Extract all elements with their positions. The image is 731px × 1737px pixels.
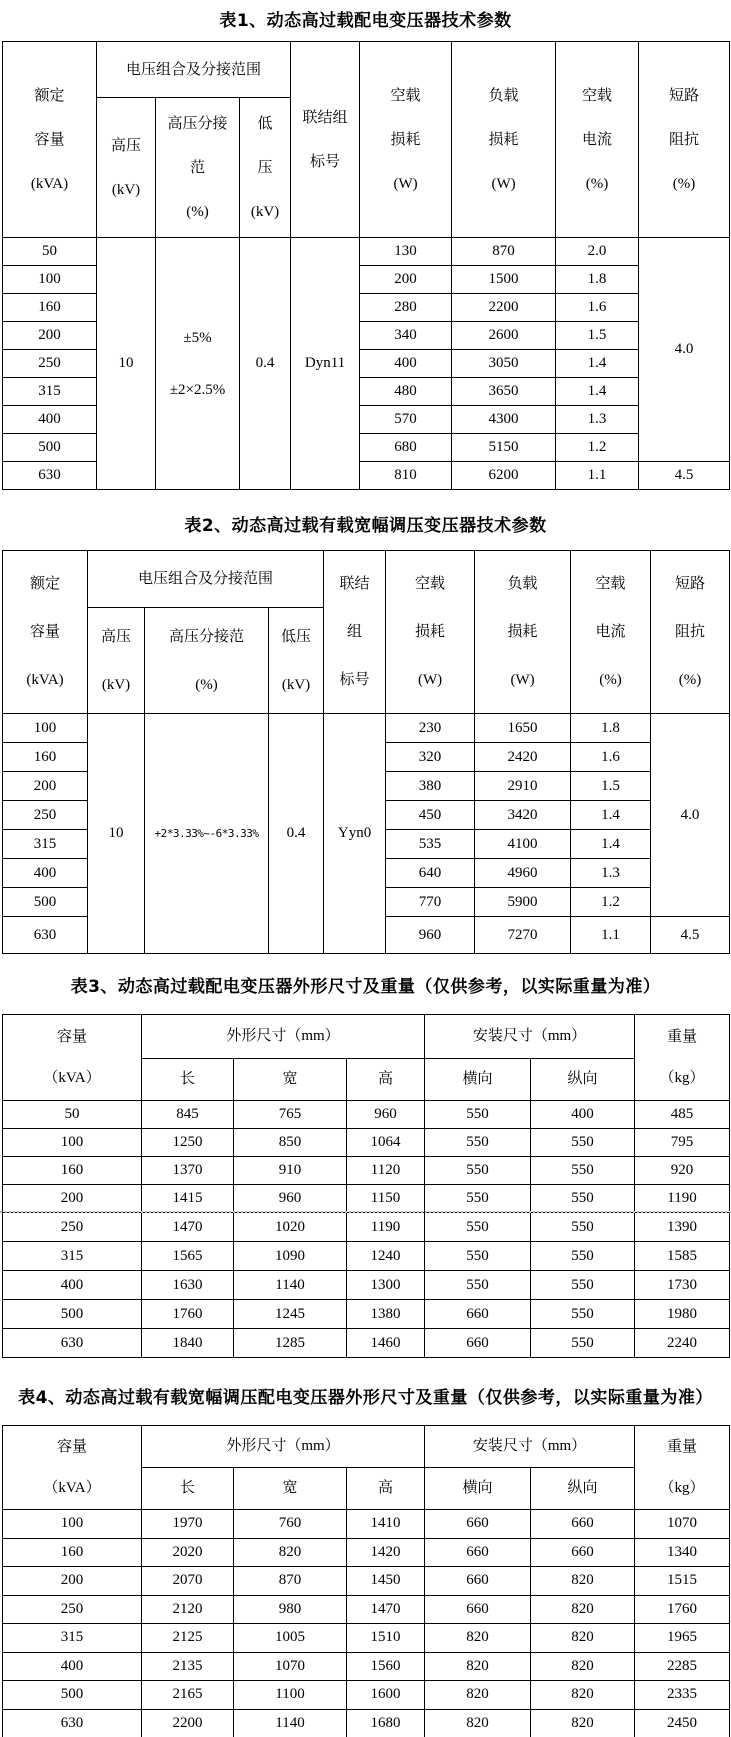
table-cell: 640 xyxy=(386,859,475,888)
table-cell: 2285 xyxy=(635,1652,730,1681)
column-header: 额定 容量 (kVA) xyxy=(3,42,97,238)
table-cell: 320 xyxy=(386,743,475,772)
table-cell: 6200 xyxy=(452,462,556,490)
table-cell: 250 xyxy=(3,801,88,830)
table-cell: 315 xyxy=(3,1242,142,1271)
table-3-dimensions-weight xyxy=(2,1014,730,1358)
table-cell: 4.0 xyxy=(651,714,730,917)
table-cell: 1515 xyxy=(635,1567,730,1596)
table-2-technical-params xyxy=(2,550,730,954)
table-row xyxy=(3,1101,730,1129)
table-cell: 2.0 xyxy=(556,238,639,266)
table-cell: 910 xyxy=(234,1157,347,1185)
table-cell: 130 xyxy=(360,238,452,266)
column-header: 负载 损耗 (W) xyxy=(452,42,556,238)
table-cell: 100 xyxy=(3,714,88,743)
table-cell: 1970 xyxy=(142,1510,234,1539)
table-row xyxy=(3,1129,730,1157)
table-cell: 10 xyxy=(88,714,145,954)
table-4-title: 表4、动态高过载有载宽幅调压配电变压器外形尺寸及重量（仅供参考，以实际重量为准） xyxy=(18,1388,713,1408)
table-cell: 680 xyxy=(360,434,452,462)
table-cell: 2020 xyxy=(142,1538,234,1567)
table-1-title: 表1、动态高过载配电变压器技术参数 xyxy=(219,11,512,31)
table-cell: 100 xyxy=(3,1510,142,1539)
table-cell: 1650 xyxy=(475,714,571,743)
column-header: 短路 阻抗 (%) xyxy=(639,42,730,238)
table-cell: 1600 xyxy=(347,1681,425,1710)
table-cell: 400 xyxy=(360,350,452,378)
table-cell: 1415 xyxy=(142,1185,234,1213)
column-header: 空载 电流 (%) xyxy=(556,42,639,238)
table-cell: 820 xyxy=(531,1681,635,1710)
table-cell: 1120 xyxy=(347,1157,425,1185)
table-cell: 2165 xyxy=(142,1681,234,1710)
table-cell: 1460 xyxy=(347,1329,425,1358)
table-cell: 1100 xyxy=(234,1681,347,1710)
table-cell: 1300 xyxy=(347,1271,425,1300)
table-cell: 200 xyxy=(3,322,97,350)
table-cell: 315 xyxy=(3,378,97,406)
table-cell: 200 xyxy=(360,266,452,294)
column-header: 纵向 xyxy=(531,1059,635,1101)
table-cell: 630 xyxy=(3,462,97,490)
column-header: 长 xyxy=(142,1059,234,1101)
table-cell: 4100 xyxy=(475,830,571,859)
table-cell: 920 xyxy=(635,1157,730,1185)
table-cell: 2910 xyxy=(475,772,571,801)
table-cell: 500 xyxy=(3,434,97,462)
table-cell: 550 xyxy=(425,1213,531,1242)
column-header: 高压 (kV) xyxy=(88,608,145,714)
column-header: 重量 （kg） xyxy=(635,1015,730,1101)
table-cell: 1760 xyxy=(635,1595,730,1624)
table-cell: 1090 xyxy=(234,1242,347,1271)
table-cell: 870 xyxy=(234,1567,347,1596)
table-cell: 960 xyxy=(234,1185,347,1213)
table-cell: 1380 xyxy=(347,1300,425,1329)
table-2-body xyxy=(3,714,730,954)
table-row xyxy=(3,1271,730,1300)
column-header: 高压分接范 (%) xyxy=(145,608,269,714)
table-cell: 0.4 xyxy=(269,714,324,954)
table-1-technical-params xyxy=(2,41,730,490)
table-cell: 2070 xyxy=(142,1567,234,1596)
table-row xyxy=(3,1185,730,1213)
table-cell: 1064 xyxy=(347,1129,425,1157)
table-3-title: 表3、动态高过载配电变压器外形尺寸及重量（仅供参考，以实际重量为准） xyxy=(70,977,661,997)
table-cell: 1500 xyxy=(452,266,556,294)
table-cell: 1390 xyxy=(635,1213,730,1242)
table-4-header xyxy=(3,1426,730,1510)
table-cell: 1150 xyxy=(347,1185,425,1213)
table-cell: 1340 xyxy=(635,1538,730,1567)
table-cell: 550 xyxy=(531,1185,635,1213)
table-cell: 1420 xyxy=(347,1538,425,1567)
table-4-body xyxy=(3,1510,730,1737)
table-cell: 770 xyxy=(386,888,475,917)
table-cell: 0.4 xyxy=(240,238,291,490)
table-cell: 7270 xyxy=(475,917,571,954)
column-header: 联结组 标号 xyxy=(291,42,360,238)
table-cell: 400 xyxy=(3,1652,142,1681)
table-cell: 660 xyxy=(531,1510,635,1539)
column-header: 长 xyxy=(142,1468,234,1510)
table-cell: 3420 xyxy=(475,801,571,830)
table-cell: 1840 xyxy=(142,1329,234,1358)
column-header: 高 xyxy=(347,1468,425,1510)
column-header: 空载 损耗 (W) xyxy=(360,42,452,238)
table-cell: 1.2 xyxy=(556,434,639,462)
table-cell: 2125 xyxy=(142,1624,234,1653)
table-cell: 1.1 xyxy=(571,917,651,954)
column-header: 电压组合及分接范围 xyxy=(97,42,291,98)
table-cell: 50 xyxy=(3,238,97,266)
table-cell: 4300 xyxy=(452,406,556,434)
table-cell: 550 xyxy=(425,1101,531,1129)
table-cell: 660 xyxy=(425,1510,531,1539)
table-cell: 1410 xyxy=(347,1510,425,1539)
table-cell: 1.8 xyxy=(571,714,651,743)
table-cell: 2200 xyxy=(142,1709,234,1737)
column-header: 外形尺寸（mm） xyxy=(142,1015,425,1059)
column-header: 横向 xyxy=(425,1468,531,1510)
table-row xyxy=(3,1538,730,1567)
table-cell: 820 xyxy=(425,1681,531,1710)
table-cell: 1630 xyxy=(142,1271,234,1300)
header-row xyxy=(3,1426,730,1468)
column-header: 联结 组 标号 xyxy=(324,551,386,714)
table-cell: 660 xyxy=(425,1567,531,1596)
table-cell: 230 xyxy=(386,714,475,743)
table-row xyxy=(3,1681,730,1710)
page-break-divider xyxy=(0,1211,731,1213)
table-cell: 340 xyxy=(360,322,452,350)
table-cell: 1.3 xyxy=(556,406,639,434)
table-2-title: 表2、动态高过载有载宽幅调压变压器技术参数 xyxy=(184,516,547,536)
table-cell: 550 xyxy=(425,1185,531,1213)
table-cell: ±5% ±2×2.5% xyxy=(156,238,240,490)
table-cell: Yyn0 xyxy=(324,714,386,954)
table-cell: 160 xyxy=(3,294,97,322)
table-cell: 1585 xyxy=(635,1242,730,1271)
table-cell: 1.6 xyxy=(571,743,651,772)
table-cell: 820 xyxy=(531,1567,635,1596)
table-1-body xyxy=(3,238,730,490)
table-cell: 1.4 xyxy=(571,830,651,859)
table-cell: 1.4 xyxy=(556,350,639,378)
table-cell: 1760 xyxy=(142,1300,234,1329)
table-cell: 535 xyxy=(386,830,475,859)
table-cell: 550 xyxy=(531,1157,635,1185)
table-cell: 480 xyxy=(360,378,452,406)
column-header: 空载 电流 (%) xyxy=(571,551,651,714)
table-cell: 2120 xyxy=(142,1595,234,1624)
table-cell: 1070 xyxy=(234,1652,347,1681)
table-cell: 1.5 xyxy=(556,322,639,350)
table-cell: 550 xyxy=(531,1213,635,1242)
table-cell: 2450 xyxy=(635,1709,730,1737)
table-cell: 1730 xyxy=(635,1271,730,1300)
table-cell: 400 xyxy=(3,406,97,434)
column-header: 高压 (kV) xyxy=(97,98,156,238)
table-cell: 200 xyxy=(3,772,88,801)
table-cell: 4960 xyxy=(475,859,571,888)
table-2-header xyxy=(3,551,730,714)
table-cell: 765 xyxy=(234,1101,347,1129)
column-header: 额定 容量 (kVA) xyxy=(3,551,88,714)
table-cell: 870 xyxy=(452,238,556,266)
table-cell: 1965 xyxy=(635,1624,730,1653)
table-cell: 795 xyxy=(635,1129,730,1157)
table-row xyxy=(3,1242,730,1271)
table-cell: 1190 xyxy=(635,1185,730,1213)
table-cell: 1.5 xyxy=(571,772,651,801)
table-cell: 980 xyxy=(234,1595,347,1624)
table-cell: 1560 xyxy=(347,1652,425,1681)
column-header: 低 压 (kV) xyxy=(240,98,291,238)
table-cell: 1140 xyxy=(234,1709,347,1737)
table-row xyxy=(3,1567,730,1596)
table-cell: 1005 xyxy=(234,1624,347,1653)
table-cell: Dyn11 xyxy=(291,238,360,490)
table-3-body xyxy=(3,1101,730,1358)
header-row xyxy=(3,551,730,608)
table-cell: 400 xyxy=(3,1271,142,1300)
table-cell: 820 xyxy=(425,1624,531,1653)
table-cell: 500 xyxy=(3,1300,142,1329)
table-cell: 1240 xyxy=(347,1242,425,1271)
column-header: 高 xyxy=(347,1059,425,1101)
column-header: 空载 损耗 (W) xyxy=(386,551,475,714)
table-cell: 960 xyxy=(347,1101,425,1129)
table-cell: 630 xyxy=(3,917,88,954)
table-row xyxy=(3,1709,730,1737)
column-header: 宽 xyxy=(234,1468,347,1510)
table-cell: 1510 xyxy=(347,1624,425,1653)
header-row xyxy=(3,1015,730,1059)
table-cell: 10 xyxy=(97,238,156,490)
table-cell: 550 xyxy=(425,1157,531,1185)
column-header: 纵向 xyxy=(531,1468,635,1510)
table-cell: 160 xyxy=(3,743,88,772)
table-cell: 1.6 xyxy=(556,294,639,322)
column-header: 外形尺寸（mm） xyxy=(142,1426,425,1468)
table-cell: 845 xyxy=(142,1101,234,1129)
table-row xyxy=(3,1624,730,1653)
table-4-dimensions-weight xyxy=(2,1425,730,1737)
table-row xyxy=(3,1157,730,1185)
table-row xyxy=(3,1329,730,1358)
table-cell: 400 xyxy=(3,859,88,888)
column-header: 容量 （kVA） xyxy=(3,1426,142,1510)
table-cell: 660 xyxy=(531,1538,635,1567)
column-header: 宽 xyxy=(234,1059,347,1101)
table-cell: 1.2 xyxy=(571,888,651,917)
table-cell: 160 xyxy=(3,1157,142,1185)
table-cell: 1.4 xyxy=(571,801,651,830)
table-cell: 1450 xyxy=(347,1567,425,1596)
table-cell: 3650 xyxy=(452,378,556,406)
column-header: 容量 （kVA） xyxy=(3,1015,142,1101)
table-cell: 250 xyxy=(3,1595,142,1624)
table-cell: 5150 xyxy=(452,434,556,462)
table-cell: 2335 xyxy=(635,1681,730,1710)
table-row xyxy=(3,714,730,743)
table-cell: 2600 xyxy=(452,322,556,350)
table-cell: 660 xyxy=(425,1300,531,1329)
table-row xyxy=(3,1652,730,1681)
table-row xyxy=(3,1510,730,1539)
table-cell: 200 xyxy=(3,1185,142,1213)
column-header: 横向 xyxy=(425,1059,531,1101)
table-cell: 820 xyxy=(531,1652,635,1681)
table-cell: 550 xyxy=(531,1271,635,1300)
table-cell: 315 xyxy=(3,830,88,859)
table-cell: 660 xyxy=(425,1329,531,1358)
table-cell: 550 xyxy=(531,1329,635,1358)
table-cell: 1190 xyxy=(347,1213,425,1242)
table-cell: 1140 xyxy=(234,1271,347,1300)
column-header: 电压组合及分接范围 xyxy=(88,551,324,608)
table-cell: 485 xyxy=(635,1101,730,1129)
table-cell: 850 xyxy=(234,1129,347,1157)
table-cell: 2200 xyxy=(452,294,556,322)
table-cell: 660 xyxy=(425,1538,531,1567)
table-cell: 1020 xyxy=(234,1213,347,1242)
table-cell: 1470 xyxy=(142,1213,234,1242)
table-cell: 4.5 xyxy=(651,917,730,954)
table-cell: 250 xyxy=(3,1213,142,1242)
table-cell: 3050 xyxy=(452,350,556,378)
table-cell: 1980 xyxy=(635,1300,730,1329)
table-1-header xyxy=(3,42,730,238)
table-cell: 570 xyxy=(360,406,452,434)
table-cell: 1.8 xyxy=(556,266,639,294)
table-cell: 760 xyxy=(234,1510,347,1539)
column-header: 重量 （kg） xyxy=(635,1426,730,1510)
table-cell: 5900 xyxy=(475,888,571,917)
table-cell: 2420 xyxy=(475,743,571,772)
table-cell: 550 xyxy=(425,1271,531,1300)
table-cell: 500 xyxy=(3,1681,142,1710)
table-cell: 100 xyxy=(3,1129,142,1157)
table-cell: 1470 xyxy=(347,1595,425,1624)
table-cell: 810 xyxy=(360,462,452,490)
table-cell: 4.5 xyxy=(639,462,730,490)
table-cell: 820 xyxy=(531,1624,635,1653)
column-header: 高压分接 范 (%) xyxy=(156,98,240,238)
table-cell: 1.1 xyxy=(556,462,639,490)
table-cell: 550 xyxy=(425,1129,531,1157)
table-cell: 2135 xyxy=(142,1652,234,1681)
table-cell: 1285 xyxy=(234,1329,347,1358)
table-cell: 820 xyxy=(425,1709,531,1737)
table-cell: 820 xyxy=(531,1595,635,1624)
table-cell: 1680 xyxy=(347,1709,425,1737)
table-cell: 1070 xyxy=(635,1510,730,1539)
table-cell: 200 xyxy=(3,1567,142,1596)
table-cell: 550 xyxy=(531,1129,635,1157)
table-row xyxy=(3,1213,730,1242)
table-cell: 1.4 xyxy=(556,378,639,406)
column-header: 低压 (kV) xyxy=(269,608,324,714)
table-cell: 500 xyxy=(3,888,88,917)
table-cell: 960 xyxy=(386,917,475,954)
column-header: 短路 阻抗 (%) xyxy=(651,551,730,714)
table-row xyxy=(3,1595,730,1624)
column-header: 安装尺寸（mm） xyxy=(425,1426,635,1468)
table-row xyxy=(3,238,730,266)
table-cell: 820 xyxy=(425,1652,531,1681)
table-cell: 315 xyxy=(3,1624,142,1653)
table-cell: 280 xyxy=(360,294,452,322)
table-cell: 100 xyxy=(3,266,97,294)
table-cell: 2240 xyxy=(635,1329,730,1358)
table-3-header xyxy=(3,1015,730,1101)
table-cell: 1565 xyxy=(142,1242,234,1271)
table-cell: 250 xyxy=(3,350,97,378)
table-cell: 630 xyxy=(3,1329,142,1358)
table-cell: 380 xyxy=(386,772,475,801)
table-cell: 550 xyxy=(531,1300,635,1329)
table-cell: 660 xyxy=(425,1595,531,1624)
table-row xyxy=(3,1300,730,1329)
table-cell: 4.0 xyxy=(639,238,730,462)
table-cell: +2*3.33%~-6*3.33% xyxy=(145,714,269,954)
table-cell: 1250 xyxy=(142,1129,234,1157)
table-cell: 1245 xyxy=(234,1300,347,1329)
table-cell: 450 xyxy=(386,801,475,830)
table-cell: 1.3 xyxy=(571,859,651,888)
table-cell: 550 xyxy=(531,1242,635,1271)
table-cell: 400 xyxy=(531,1101,635,1129)
header-row xyxy=(3,42,730,98)
table-cell: 50 xyxy=(3,1101,142,1129)
table-cell: 1370 xyxy=(142,1157,234,1185)
table-cell: 160 xyxy=(3,1538,142,1567)
table-cell: 820 xyxy=(531,1709,635,1737)
table-cell: 820 xyxy=(234,1538,347,1567)
column-header: 负载 损耗 (W) xyxy=(475,551,571,714)
table-cell: 550 xyxy=(425,1242,531,1271)
column-header: 安装尺寸（mm） xyxy=(425,1015,635,1059)
table-cell: 630 xyxy=(3,1709,142,1737)
